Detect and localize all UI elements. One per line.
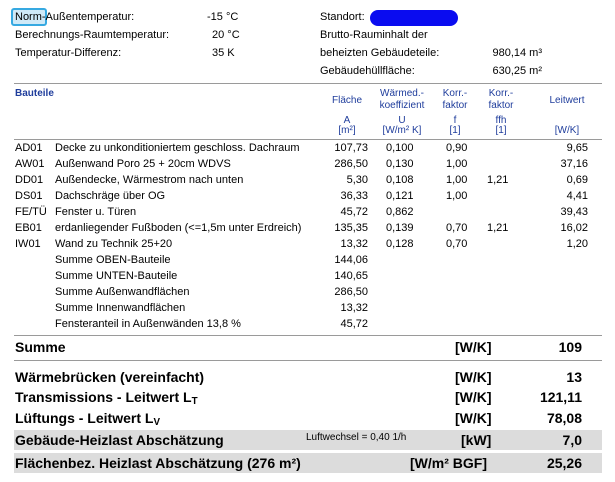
row-u: 0,108 <box>386 174 414 186</box>
row-lw: 16,02 <box>560 222 588 234</box>
row-u: 0,121 <box>386 190 414 202</box>
row-u: 0,128 <box>386 238 414 250</box>
lu-sub: V <box>153 417 160 428</box>
row-area: 286,50 <box>334 158 368 170</box>
sum-value: 144,06 <box>334 254 368 266</box>
row-u: 0,100 <box>386 142 414 154</box>
sum-label: Summe Innenwandflächen <box>55 302 186 314</box>
sum-value: 45,72 <box>340 318 368 330</box>
row-f: 0,90 <box>446 142 468 154</box>
row-code: DS01 <box>15 190 43 202</box>
ffh-header-2: faktor <box>488 100 514 111</box>
row-lw: 1,20 <box>566 238 588 250</box>
hl-note: Luftwechsel = 0,40 1/h <box>306 432 407 443</box>
separator <box>14 83 602 84</box>
row-code: AD01 <box>15 142 43 154</box>
lu-unit: [W/K] <box>455 410 492 426</box>
separator <box>14 139 602 140</box>
u-header-3: U <box>398 115 406 126</box>
row-f: 0,70 <box>446 222 468 234</box>
row-u: 0,862 <box>386 206 414 218</box>
sum-label: Summe UNTEN-Bauteile <box>55 270 178 282</box>
outside-temp-label-rest: -Außentemperatur: <box>41 11 135 23</box>
wb-label: Wärmebrücken (vereinfacht) <box>15 369 205 385</box>
f-header-2: faktor <box>442 100 468 111</box>
hl-value: 7,0 <box>562 432 582 448</box>
area-header-3: [m²] <box>338 125 356 136</box>
sum-label: Summe OBEN-Bauteile <box>55 254 171 266</box>
row-desc: erdanliegender Fußboden (<=1,5m unter Erdreich) <box>55 222 302 234</box>
tr-sub: T <box>191 396 198 407</box>
u-header-2: koeffizient <box>379 100 425 111</box>
ffh-header-4: [1] <box>495 125 507 136</box>
row-code: AW01 <box>15 158 45 170</box>
redaction-mark <box>370 10 458 26</box>
temp-diff-value: 35 K <box>212 47 235 59</box>
row-area: 36,33 <box>340 190 368 202</box>
row-lw: 37,16 <box>560 158 588 170</box>
row-desc: Außendecke, Wärmestrom nach unten <box>55 174 244 186</box>
temp-diff-label: Temperatur-Differenz: <box>15 47 122 59</box>
summe-label: Summe <box>15 339 66 355</box>
room-temp-value: 20 °C <box>212 29 240 41</box>
tr-value: 121,11 <box>539 389 582 405</box>
f-header-1: Korr.- <box>442 88 468 99</box>
summe-unit: [W/K] <box>455 339 492 355</box>
outside-temp-value: -15 °C <box>207 11 239 23</box>
ffh-header-1: Korr.- <box>488 88 514 99</box>
gross-volume-label-2: beheizten Gebäudeteile: <box>320 47 440 59</box>
sum-value: 140,65 <box>334 270 368 282</box>
row-lw: 39,43 <box>560 206 588 218</box>
tr-label-text: Transmissions - Leitwert L <box>15 389 192 405</box>
gross-volume-label-1: Brutto-Rauminhalt der <box>320 29 428 41</box>
area-header-2: A <box>343 115 351 126</box>
row-f: 1,00 <box>446 158 468 170</box>
sum-label: Summe Außenwandflächen <box>55 286 190 298</box>
row-f: 1,00 <box>446 174 468 186</box>
separator <box>14 360 602 361</box>
lu-label <box>15 410 160 428</box>
sum-value: 13,32 <box>340 302 368 314</box>
row-lw: 9,65 <box>566 142 588 154</box>
ffh-header-3: ffh <box>495 115 507 126</box>
row-ffh: 1,21 <box>487 174 509 186</box>
tr-label <box>15 389 198 407</box>
sum-label: Fensteranteil in Außenwänden 13,8 % <box>55 318 241 330</box>
gross-volume-value: 980,14 m³ <box>492 47 542 59</box>
u-header-4: [W/m² K] <box>382 125 422 136</box>
row-code: FE/TÜ <box>15 206 47 218</box>
fh-unit: [W/m² BGF] <box>410 455 487 471</box>
lw-header-2: [W/K] <box>554 125 580 136</box>
lw-header-1: Leitwert <box>549 95 585 106</box>
bauteile-header: Bauteile <box>15 88 54 99</box>
location-label: Standort: <box>320 11 365 23</box>
outside-temp-label <box>15 11 134 23</box>
row-area: 135,35 <box>334 222 368 234</box>
wb-value: 13 <box>566 369 582 385</box>
summe-value: 109 <box>558 339 582 355</box>
u-header-1: Wärmed.- <box>380 88 424 99</box>
row-desc: Außenwand Poro 25 + 20cm WDVS <box>55 158 231 170</box>
separator <box>14 335 602 336</box>
area-header-1: Fläche <box>331 95 362 106</box>
wb-unit: [W/K] <box>455 369 492 385</box>
row-desc: Wand zu Technik 25+20 <box>55 238 173 250</box>
f-header-3: f <box>453 115 457 126</box>
envelope-label: Gebäudehüllfläche: <box>320 65 415 77</box>
row-lw: 4,41 <box>566 190 588 202</box>
fh-label: Flächenbez. Heizlast Abschätzung (276 m²) <box>15 455 301 471</box>
row-f: 1,00 <box>446 190 468 202</box>
envelope-value: 630,25 m² <box>492 65 542 77</box>
row-u: 0,139 <box>386 222 414 234</box>
row-desc: Decke zu unkonditioniertem geschloss. Dachraum <box>55 142 300 154</box>
row-area: 107,73 <box>334 142 368 154</box>
f-header-4: [1] <box>449 125 461 136</box>
row-u: 0,130 <box>386 158 414 170</box>
row-desc: Dachschräge über OG <box>55 190 166 202</box>
norm-word: Norm <box>15 11 42 23</box>
lu-value: 78,08 <box>546 410 582 426</box>
row-desc: Fenster u. Türen <box>55 206 137 218</box>
lu-label-text: Lüftungs - Leitwert L <box>15 410 154 426</box>
row-area: 45,72 <box>340 206 368 218</box>
row-area: 13,32 <box>340 238 368 250</box>
fh-value: 25,26 <box>546 455 582 471</box>
tr-unit: [W/K] <box>455 389 492 405</box>
hl-label: Gebäude-Heizlast Abschätzung <box>15 432 224 448</box>
hl-unit: [kW] <box>461 432 492 448</box>
row-ffh: 1,21 <box>487 222 509 234</box>
row-code: IW01 <box>15 238 41 250</box>
sum-value: 286,50 <box>334 286 368 298</box>
room-temp-label: Berechnungs-Raumtemperatur: <box>15 29 170 41</box>
row-code: DD01 <box>15 174 44 186</box>
row-lw: 0,69 <box>566 174 588 186</box>
row-f: 0,70 <box>446 238 468 250</box>
row-area: 5,30 <box>346 174 368 186</box>
row-code: EB01 <box>15 222 42 234</box>
